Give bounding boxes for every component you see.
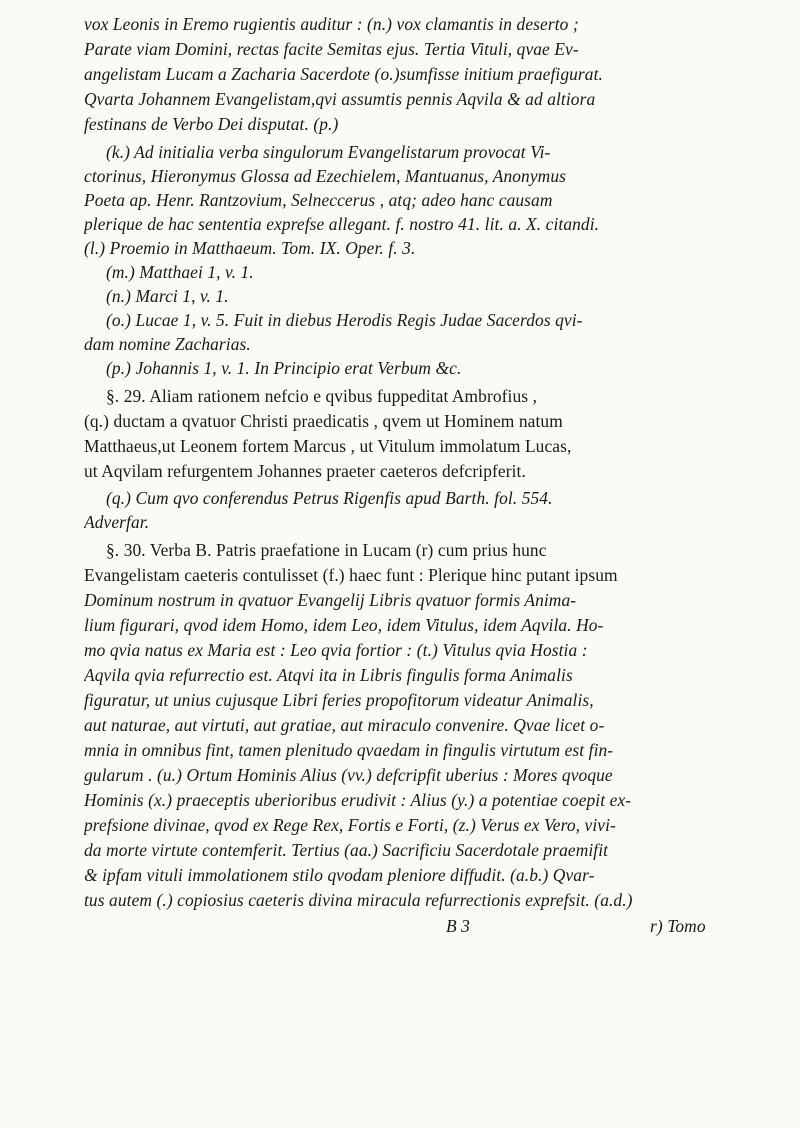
text-line: Qvarta Johannem Evangelistam,qvi assumtis pennis Aqvila & ad altiora (84, 89, 596, 109)
footnote-line: dam nomine Zacharias. (84, 334, 251, 354)
text-line: Parate viam Domini, rectas facite Semitas ejus. Tertia Vituli, qvae Ev- (84, 39, 579, 59)
text-line: Matthaeus,ut Leonem fortem Marcus , ut Vitulum immolatum Lucas, (84, 436, 572, 456)
text-line: & ipfam vituli immolationem stilo qvodam pleniore diffudit. (a.b.) Qvar- (84, 865, 595, 885)
text-line: prefsione divinae, qvod ex Rege Rex, Fortis e Forti, (z.) Verus ex Vero, vivi- (84, 815, 616, 835)
footnote-line: plerique de hac sententia exprefse allegant. f. nostro 41. lit. a. X. citandi. (84, 214, 600, 234)
text-line: (q.) ductam a qvatuor Christi praedicatis , qvem ut Hominem natum (84, 411, 563, 431)
section-paragraph-line: §. 30. Verba B. Patris praefatione in Lucam (r) cum prius hunc (106, 540, 547, 560)
footnote-line: Adverfar. (84, 512, 150, 532)
footnote-line: (n.) Marci 1, v. 1. (106, 286, 229, 306)
text-line: da morte virtute contemferit. Tertius (aa.) Sacrificiu Sacerdotale praemifit (84, 840, 609, 860)
footnote-line: (q.) Cum qvo conferendus Petrus Rigenfis apud Barth. fol. 554. (106, 488, 553, 508)
footnote-line: (l.) Proemio in Matthaeum. Tom. IX. Oper. f. 3. (84, 238, 416, 258)
text-line: angelistam Lucam a Zacharia Sacerdote (o.)sumfisse initium praefigurat. (84, 64, 603, 84)
footnote-line: (p.) Johannis 1, v. 1. In Principio erat Verbum &c. (106, 358, 462, 378)
text-line: Dominum nostrum in qvatuor Evangelij Libris qvatuor formis Anima- (84, 590, 577, 610)
footnote-line: (o.) Lucae 1, v. 5. Fuit in diebus Herodis Regis Judae Sacerdos qvi- (106, 310, 583, 330)
text-line: lium figurari, qvod idem Homo, idem Leo, idem Vitulus, idem Aqvila. Ho- (84, 615, 604, 635)
footnote-line: (k.) Ad initialia verba singulorum Evangelistarum provocat Vi- (106, 142, 551, 162)
text-line: aut naturae, aut virtuti, aut gratiae, aut miraculo convenire. Qvae licet o- (84, 715, 605, 735)
signature-mark: B 3 (446, 916, 470, 936)
text-line: figuratur, ut unius cujusque Libri feries propofitorum videatur Animalis, (84, 690, 594, 710)
text-line: Hominis (x.) praeceptis uberioribus erudivit : Alius (y.) a potentiae coepit ex- (84, 790, 632, 810)
text-line: Evangelistam caeteris contulisset (f.) haec funt : Plerique hinc putant ipsum (84, 565, 618, 585)
footnote-line: Poeta ap. Henr. Rantzovium, Selneccerus , atq; adeo hanc causam (84, 190, 553, 210)
text-line: mnia in omnibus fint, tamen plenitudo qvaedam in fingulis virtutum est fin- (84, 740, 614, 760)
footnote-line: (m.) Matthaei 1, v. 1. (106, 262, 254, 282)
catchword: r) Tomo (650, 916, 706, 936)
text-line: Aqvila qvia refurrectio est. Atqvi ita in Libris fingulis forma Animalis (84, 665, 573, 685)
footnote-line: ctorinus, Hieronymus Glossa ad Ezechielem, Mantuanus, Anonymus (84, 166, 566, 186)
text-line: tus autem (.) copiosius caeteris divina miracula refurrectionis exprefsit. (a.d.) (84, 890, 633, 910)
text-line: mo qvia natus ex Maria est : Leo qvia fortior : (t.) Vitulus qvia Hostia : (84, 640, 588, 660)
section-paragraph-line: §. 29. Aliam rationem nefcio e qvibus fuppeditat Ambrofius , (106, 386, 538, 406)
text-line: festinans de Verbo Dei disputat. (p.) (84, 114, 339, 134)
text-line: vox Leonis in Eremo rugientis auditur : (n.) vox clamantis in deserto ; (84, 14, 579, 34)
text-line: ut Aqvilam refurgentem Johannes praeter caeteros defcripferit. (84, 461, 526, 481)
text-line: gularum . (u.) Ortum Hominis Alius (vv.) defcripfit uberius : Mores qvoque (84, 765, 613, 785)
